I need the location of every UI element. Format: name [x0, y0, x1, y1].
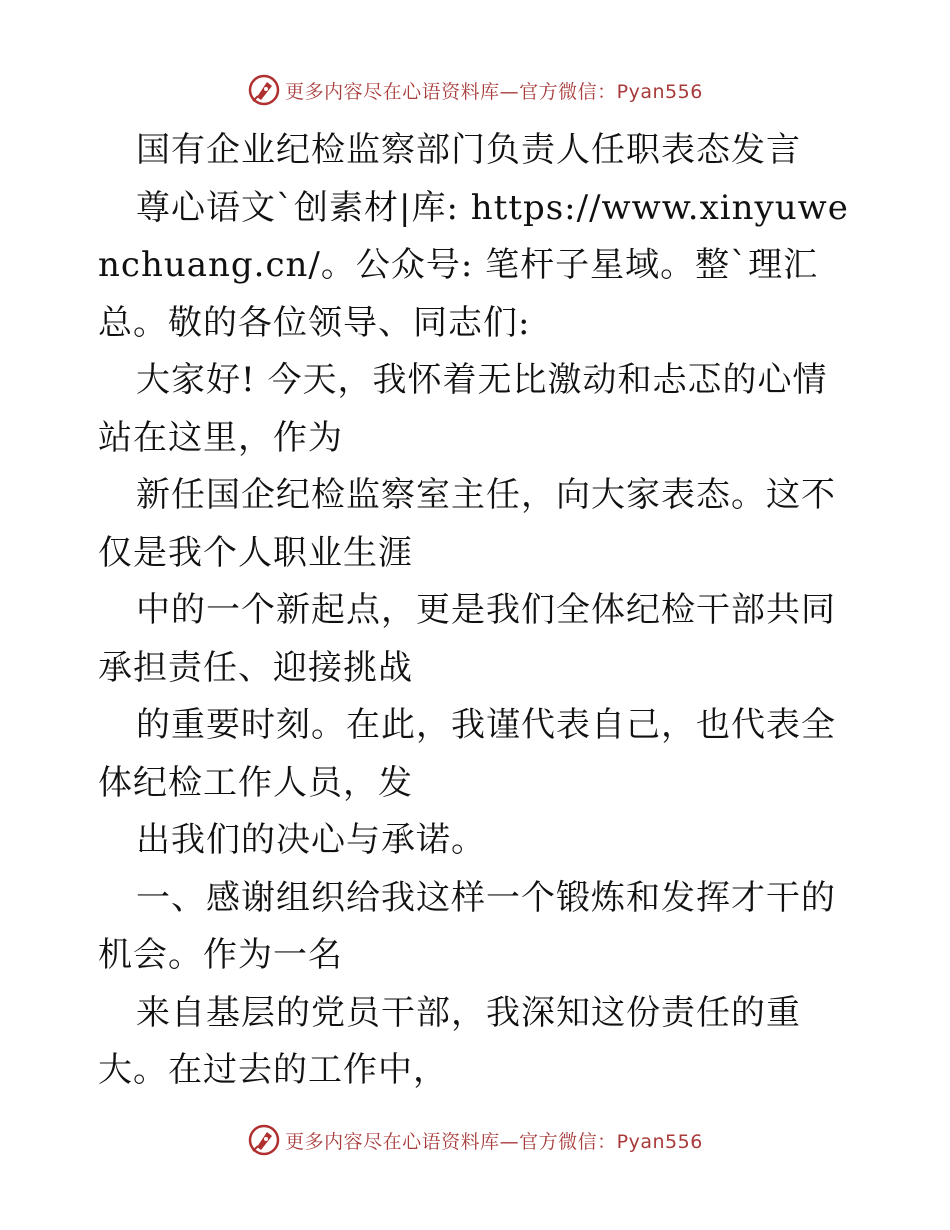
document-title: 国有企业纪检监察部门负责人任职表态发言: [136, 130, 801, 170]
paragraph: 的重要时刻。在此，我谨代表自己，也代表全体纪检工作人员，发: [98, 705, 836, 803]
header-watermark-text: 更多内容尽在心语资料库—官方微信：Pyan556: [285, 80, 703, 103]
paragraph: 中的一个新起点，更是我们全体纪检干部共同承担责任、迎接挑战: [98, 590, 836, 688]
header-watermark-banner: [0, 70, 950, 110]
paragraph: 一、感谢组织给我这样一个锻炼和发挥才干的机会。作为一名: [98, 877, 836, 975]
paragraph: 来自基层的党员干部，我深知这份责任的重大。在过去的工作中，: [98, 992, 801, 1090]
pen-nib-logo-icon: [247, 73, 281, 107]
document-body: [98, 122, 858, 1100]
paragraph: 新任国企纪检监察室主任，向大家表态。这不仅是我个人职业生涯: [98, 475, 836, 573]
paragraph: 大家好! 今天，我怀着无比激动和忐忑的心情站在这里，作为: [98, 360, 828, 458]
paragraph: 出我们的决心与承诺。: [136, 820, 486, 860]
footer-watermark-banner: [0, 1120, 950, 1160]
paragraph: 尊心语文`创素材|库: https://www.xinyuwenchuang.cn/。公众号: 笔杆子星域。整`理汇总。敬的各位领导、同志们:: [98, 187, 849, 343]
pen-nib-logo-icon: [247, 1123, 281, 1157]
footer-watermark-text: 更多内容尽在心语资料库—官方微信：Pyan556: [285, 1130, 703, 1153]
